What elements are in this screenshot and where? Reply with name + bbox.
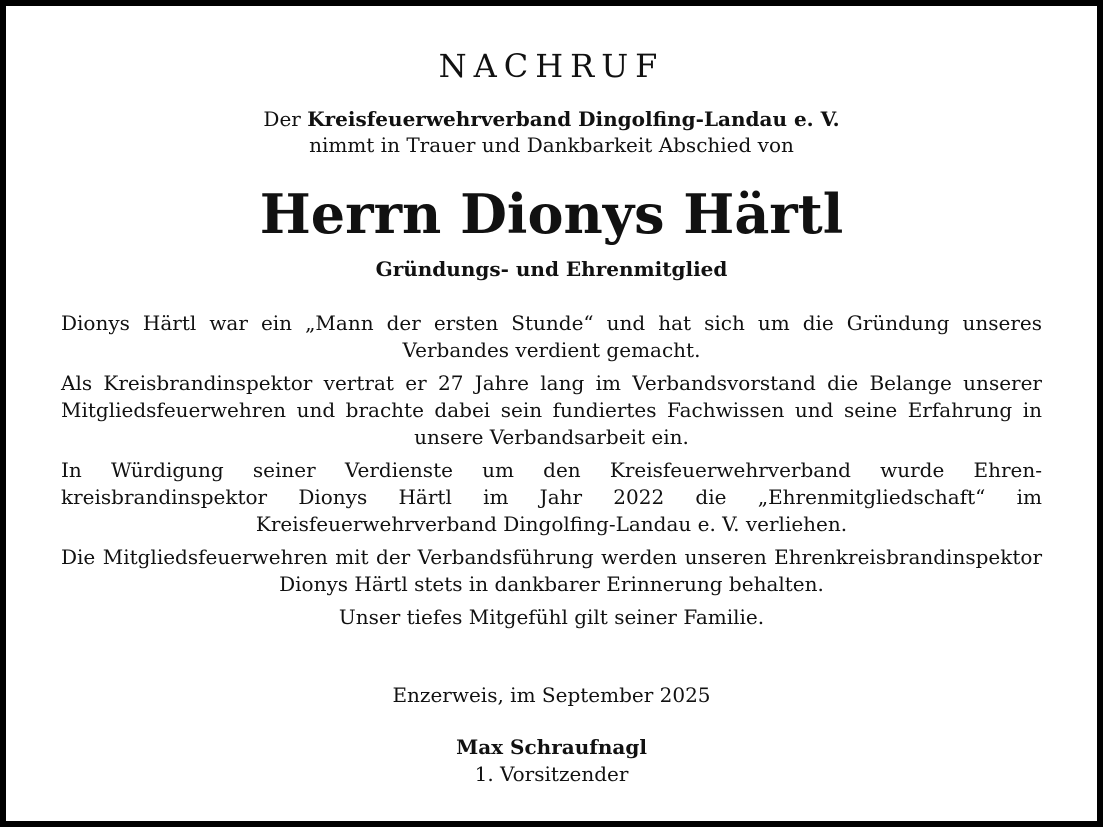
deceased-name: Herrn Dionys Härtl: [259, 182, 844, 246]
intro-line-1: [6, 106, 1097, 132]
intro-prefix: Der: [263, 107, 308, 131]
intro-line-2: nimmt in Trauer und Dankbarkeit Abschied von: [309, 133, 794, 157]
deceased-role: Gründungs- und Ehrenmitglied: [375, 257, 728, 281]
paragraph-founding: Dionys Härtl war ein „Mann der ersten Stunde“ und hat sich um die Gründung unseres Verbandes verdient gemacht.: [61, 311, 1042, 362]
notice-body: [61, 310, 1042, 637]
intro-text: [6, 106, 1097, 158]
signer-name: Max Schraufnagl: [456, 735, 647, 759]
signer-title: 1. Vorsitzender: [474, 762, 629, 786]
paragraph-honorary: In Würdigung seiner Verdienste um den Kreisfeuerwehrverband wurde Ehrenkreisbrandinspektor Dionys Härtl im Jahr 2022 die „Ehrenmitgliedschaft“ im Kreisfeuerwehrverband Dingolfing-Landau e. V. verliehen.: [61, 458, 1042, 536]
paragraph-inspector: Als Kreisbrandinspektor vertrat er 27 Jahre lang im Verbandsvorstand die Belange unserer Mitgliedsfeuerwehren und brachte dabei sein fundiertes Fachwissen und seine Erfahrung in unsere Verbandsarbeit ein.: [61, 371, 1042, 449]
organization-name: Kreisfeuerwehrverband Dingolfing-Landau e. V.: [307, 107, 840, 131]
signature-block: [6, 734, 1097, 788]
paragraph-sympathy: Unser tiefes Mitgefühl gilt seiner Familie.: [338, 605, 765, 629]
paragraph-remembrance: Die Mitgliedsfeuerwehren mit der Verbandsführung werden unseren Ehrenkreisbrandinspektor Dionys Härtl stets in dankbarer Erinnerung behalten.: [61, 545, 1042, 596]
place-date: Enzerweis, im September 2025: [392, 683, 711, 707]
notice-heading: NACHRUF: [438, 47, 665, 85]
